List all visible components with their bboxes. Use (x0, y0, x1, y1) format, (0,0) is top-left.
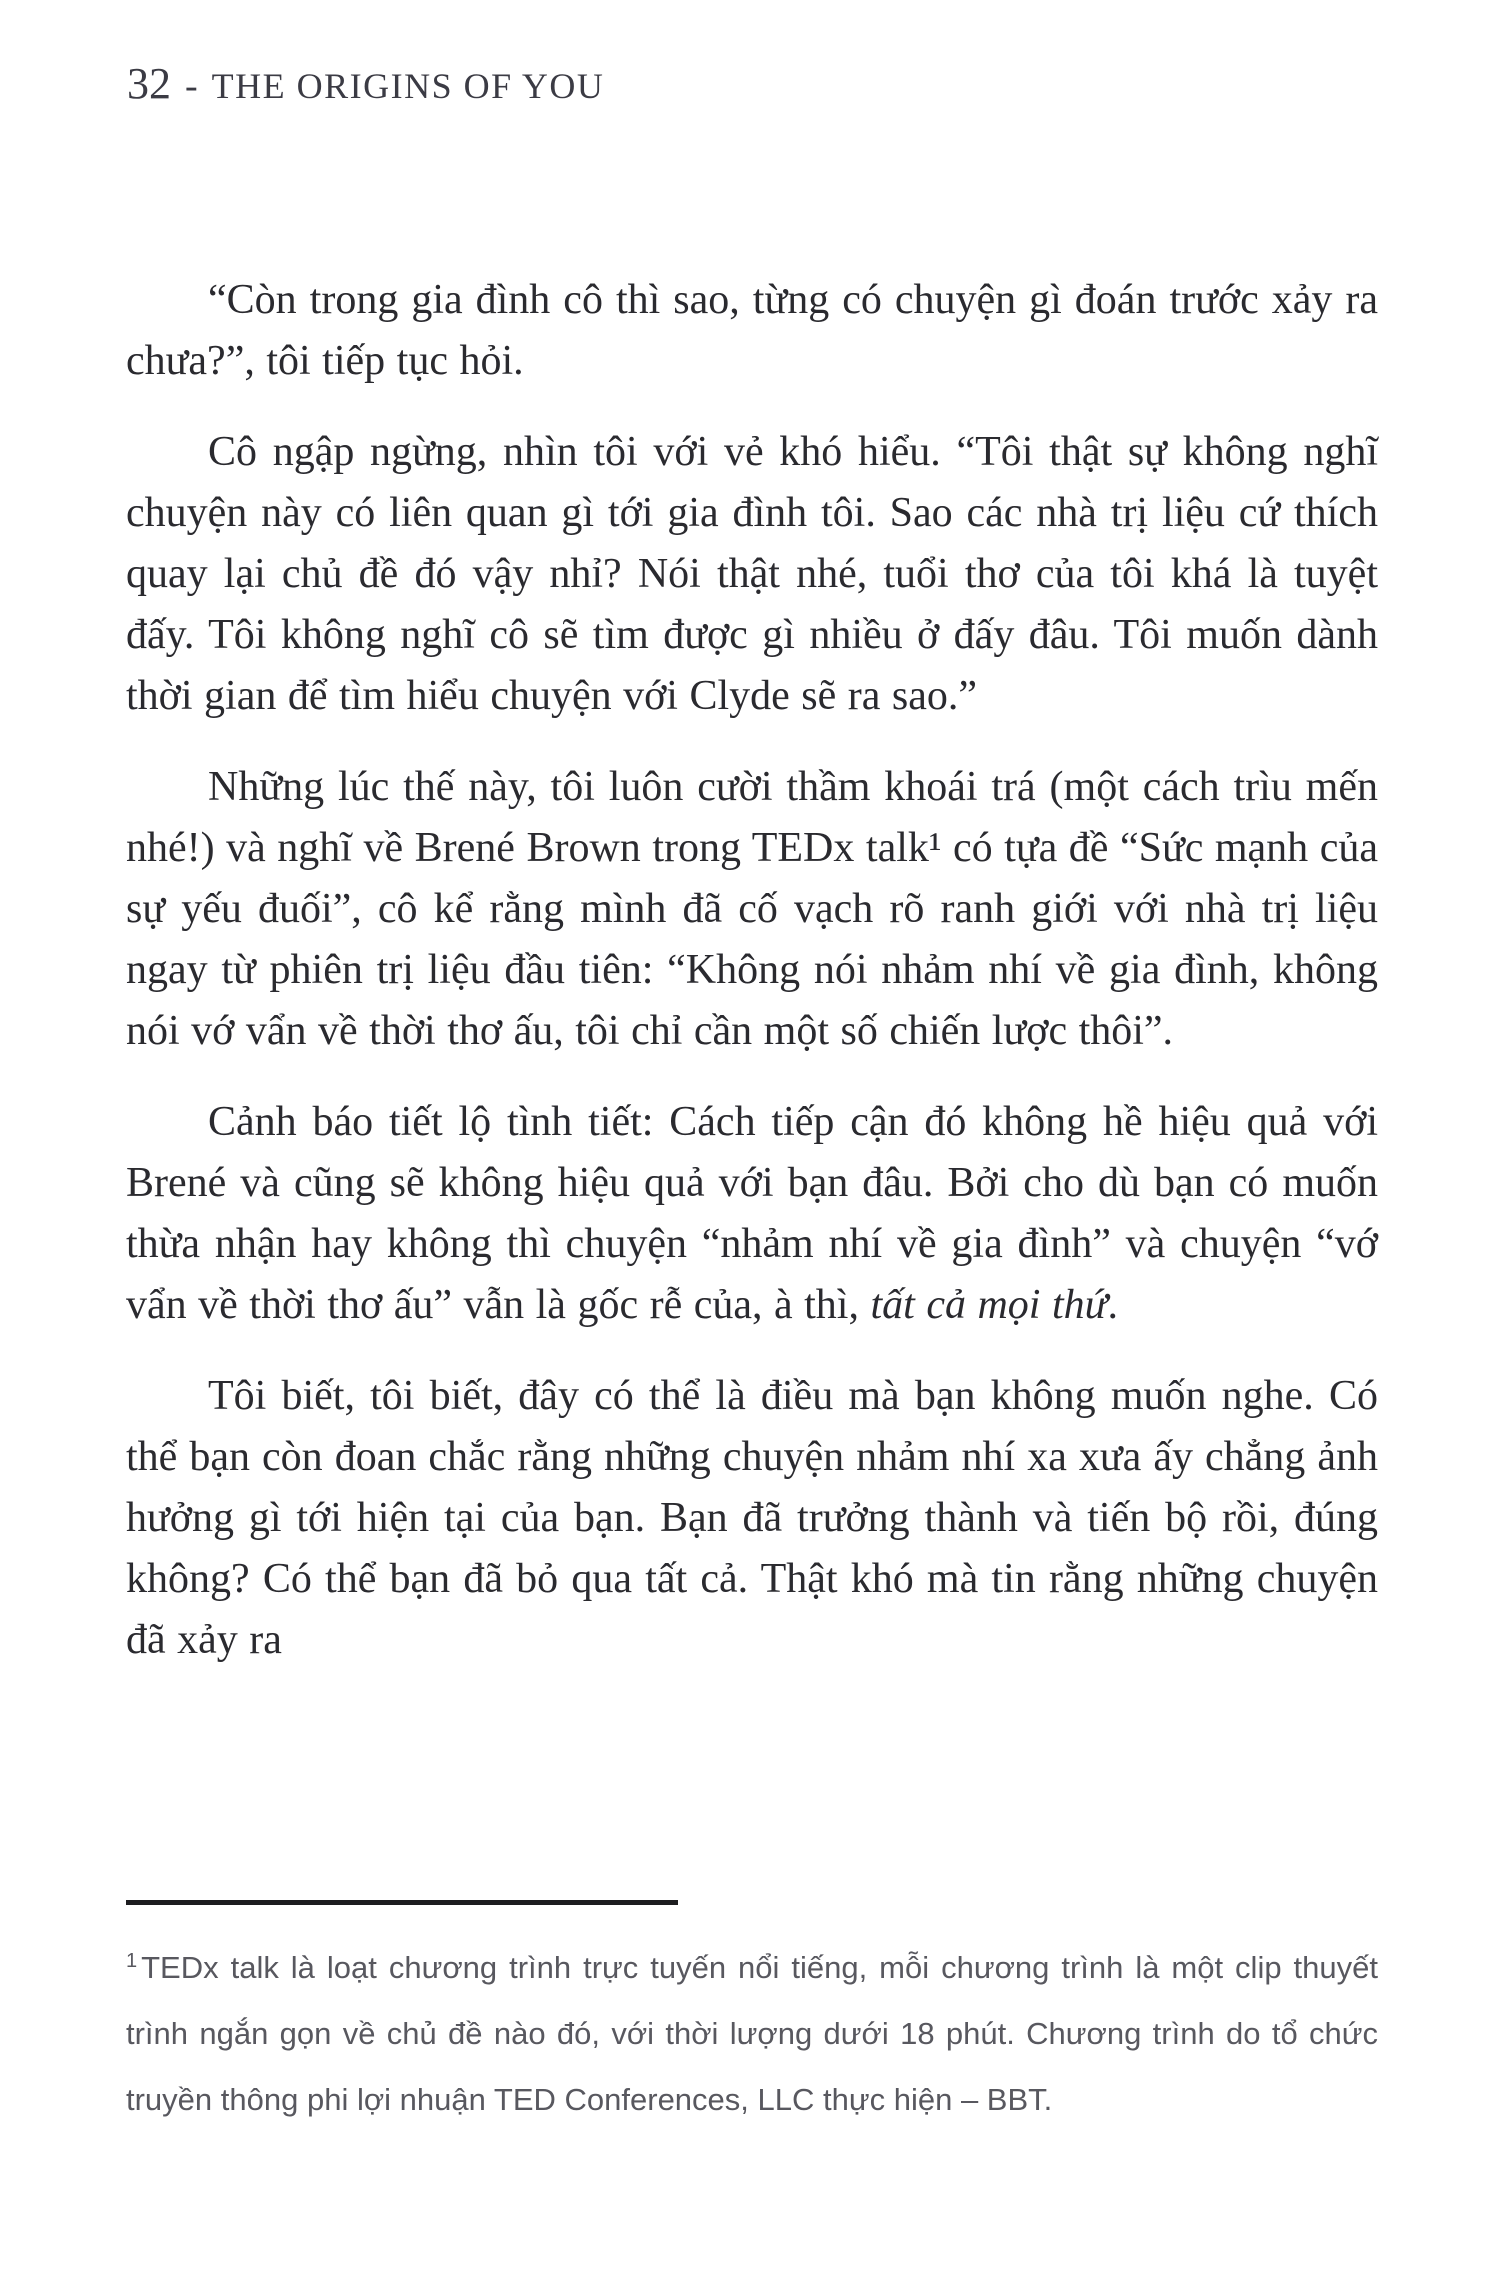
running-header (127, 59, 605, 108)
paragraph-2: Cô ngập ngừng, nhìn tôi với vẻ khó hiểu. “Tôi thật sự không nghĩ chuyện này có liên quan gì tới gia đình tôi. Sao các nhà trị liệu cứ thích quay lại chủ đề đó vậy nhỉ? Nói thật nhé, tuổi thơ của tôi khá là tuyệt đấy. Tôi không nghĩ cô sẽ tìm được gì nhiều ở đấy đâu. Tôi muốn dành thời gian để tìm hiểu chuyện với Clyde sẽ ra sao.” (126, 429, 1378, 719)
footnote-divider (126, 1900, 678, 1905)
footnote-marker: 1 (126, 1949, 138, 1972)
paragraph-4-period: . (1107, 1282, 1119, 1328)
italic-phrase: tất cả mọi thứ (870, 1282, 1108, 1328)
page-body (126, 270, 1378, 1701)
running-title: THE ORIGINS OF YOU (211, 66, 605, 106)
footnote-area (126, 1900, 1378, 2133)
paragraph-3: Những lúc thế này, tôi luôn cười thầm khoái trá (một cách trìu mến nhé!) và nghĩ về Brené Brown trong TEDx talk¹ có tựa đề “Sức mạnh của sự yếu đuối”, cô kể rằng mình đã cố vạch rõ ranh giới với nhà trị liệu ngay từ phiên trị liệu đầu tiên: “Không nói nhảm nhí về gia đình, không nói vớ vẩn về thời thơ ấu, tôi chỉ cần một số chiến lược thôi”. (126, 764, 1378, 1054)
paragraph-5: Tôi biết, tôi biết, đây có thể là điều mà bạn không muốn nghe. Có thể bạn còn đoan chắc rằng những chuyện nhảm nhí xa xưa ấy chẳng ảnh hưởng gì tới hiện tại của bạn. Bạn đã trưởng thành và tiến bộ rồi, đúng không? Có thể bạn đã bỏ qua tất cả. Thật khó mà tin rằng những chuyện đã xảy ra (126, 1373, 1378, 1663)
paragraph-1: “Còn trong gia đình cô thì sao, từng có chuyện gì đoán trước xảy ra chưa?”, tôi tiếp tục hỏi. (126, 277, 1378, 384)
paragraph-4-text: Cảnh báo tiết lộ tình tiết: Cách tiếp cận đó không hề hiệu quả với Brené và cũng sẽ không hiệu quả với bạn đâu. Bởi cho dù bạn có muốn thừa nhận hay không thì chuyện “nhảm nhí về gia đình” và chuyện “vớ vẩn về thời thơ ấu” vẫn là gốc rễ của, à thì, (126, 1099, 1378, 1328)
paragraph-4 (126, 1092, 1378, 1336)
footnote (126, 1935, 1378, 2133)
header-separator: - (185, 65, 198, 107)
page-number: 32 (127, 59, 171, 108)
footnote-text: TEDx talk là loạt chương trình trực tuyến nổi tiếng, mỗi chương trình là một clip thuyết trình ngắn gọn về chủ đề nào đó, với thời lượng dưới 18 phút. Chương trình do tổ chức truyền thông phi lợi nhuận TED Conferences, LLC thực hiện – BBT. (126, 1950, 1378, 2117)
